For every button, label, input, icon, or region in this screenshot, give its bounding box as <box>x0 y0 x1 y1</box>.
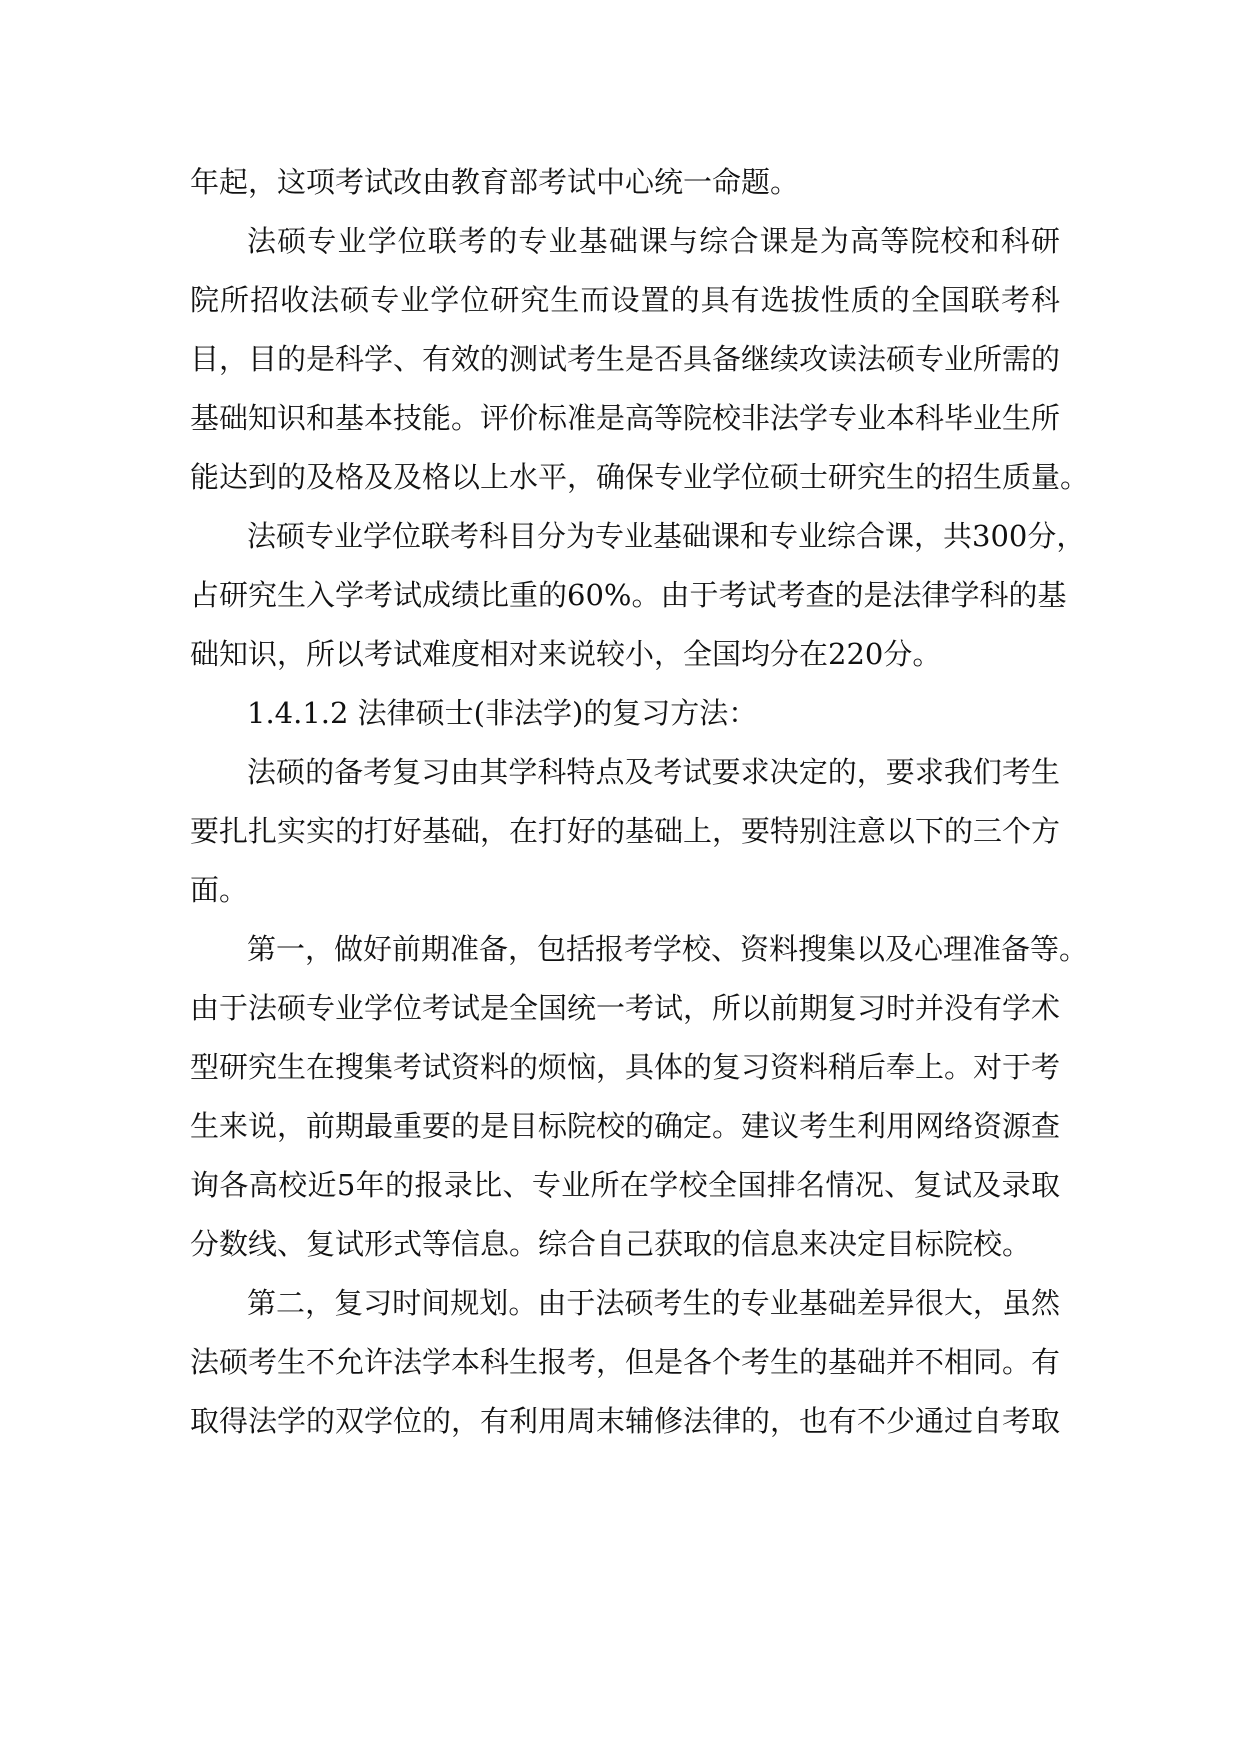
text-line: 占研究生入学考试成绩比重的60%。由于考试考查的是法律学科的基 <box>190 578 1067 612</box>
text-line: 型研究生在搜集考试资料的烦恼，具体的复习资料稍后奉上。对于考 <box>190 1050 1061 1084</box>
paragraph-first-line: 法硕专业学位联考科目分为专业基础课和专业综合课，共300分， <box>247 519 1086 553</box>
text-line: 由于法硕专业学位考试是全国统一考试，所以前期复习时并没有学术 <box>190 991 1061 1025</box>
paragraph-first-line: 法硕的备考复习由其学科特点及考试要求决定的，要求我们考生 <box>247 755 1060 789</box>
paragraph-first-line: 法硕专业学位联考的专业基础课与综合课是为高等院校和科研 <box>247 224 1060 258</box>
text-line: 础知识，所以考试难度相对来说较小，全国均分在220分。 <box>190 637 942 671</box>
text-line: 能达到的及格及及格以上水平，确保专业学位硕士研究生的招生质量。 <box>190 460 1090 494</box>
paragraph-first-line: 第二，复习时间规划。由于法硕考生的专业基础差异很大，虽然 <box>247 1286 1060 1320</box>
text-line: 院所招收法硕专业学位研究生而设置的具有选拔性质的全国联考科 <box>190 283 1060 317</box>
text-line: 取得法学的双学位的，有利用周末辅修法律的，也有不少通过自考取 <box>190 1404 1061 1438</box>
section-heading: 1.4.1.2 法律硕士(非法学)的复习方法： <box>247 696 758 730</box>
text-line: 年起，这项考试改由教育部考试中心统一命题。 <box>190 165 800 199</box>
text-line: 生来说，前期最重要的是目标院校的确定。建议考生利用网络资源查 <box>190 1109 1061 1143</box>
paragraph-first-line: 第一，做好前期准备，包括报考学校、资料搜集以及心理准备等。 <box>247 932 1089 966</box>
text-line: 要扎扎实实的打好基础，在打好的基础上，要特别注意以下的三个方 <box>190 814 1061 848</box>
text-line: 分数线、复试形式等信息。综合自己获取的信息来决定目标院校。 <box>190 1227 1032 1261</box>
text-line: 目，目的是科学、有效的测试考生是否具备继续攻读法硕专业所需的 <box>190 342 1061 376</box>
text-line: 法硕考生不允许法学本科生报考，但是各个考生的基础并不相同。有 <box>190 1345 1061 1379</box>
text-line: 询各高校近5年的报录比、专业所在学校全国排名情况、复试及录取 <box>190 1168 1060 1202</box>
text-line: 基础知识和基本技能。评价标准是高等院校非法学专业本科毕业生所 <box>190 401 1061 435</box>
text-line: 面。 <box>190 873 249 907</box>
